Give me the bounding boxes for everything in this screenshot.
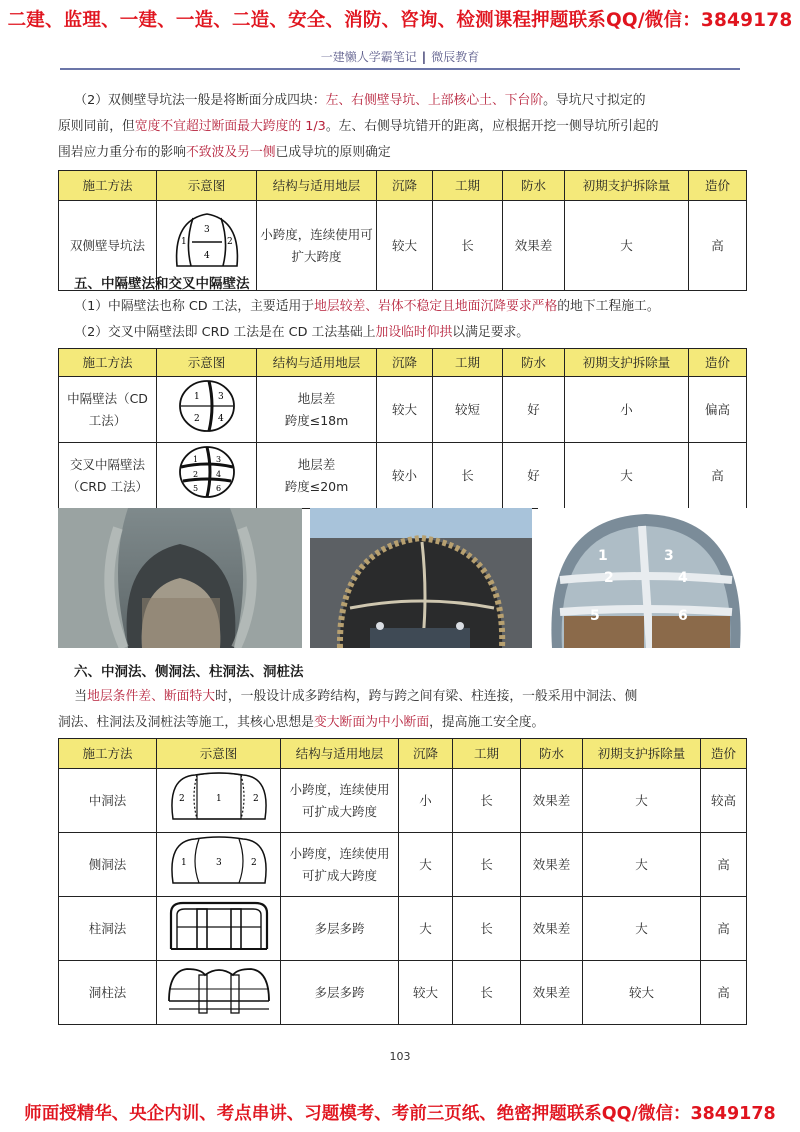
diagram-pile-hole <box>157 961 281 1025</box>
photo-strip <box>58 508 754 648</box>
svg-text:6: 6 <box>678 608 688 624</box>
svg-text:1: 1 <box>193 392 200 402</box>
table-row: 中隔壁法（CD工法） 1 2 3 4 地层差 跨度≤18m 较大 较短 好 小 偏高 <box>59 377 747 443</box>
tunnel-photo-cd <box>310 508 532 648</box>
table-row: 洞柱法 多层多跨 较大 长 效果差 较大 高 <box>59 961 747 1025</box>
header-rule <box>60 68 740 70</box>
svg-text:2: 2 <box>250 858 257 868</box>
svg-text:3: 3 <box>217 392 224 402</box>
svg-text:4: 4 <box>215 470 221 479</box>
diagram-column-hole <box>157 897 281 961</box>
svg-text:5: 5 <box>192 484 198 493</box>
table-multi-span <box>58 738 747 1025</box>
para-double-wall: （2）双侧壁导坑法一般是将断面分成四块：左、右侧壁导坑、上部核心土、下台阶。导坑尺寸拟定的 原则同前，但宽度不宜超过断面最大跨度的 1/3。左、右侧导坑错开的距离，应根据开挖一侧导坑所引起的 围岩应力重分布的影响不致波及另一侧已成导坑的原则确定 <box>58 93 659 160</box>
table-header-row: 施工方法 示意图 结构与适用地层 沉降 工期 防水 初期支护拆除量 造价 <box>59 171 747 201</box>
diagram-cd <box>157 377 257 443</box>
header-left: 一建懒人学霸笔记 <box>320 50 417 64</box>
table-row: 交叉中隔壁法（CRD 工法） 1 2 3 4 5 6 地层差 跨度≤20m 较小 长 好 大 高 <box>59 443 747 509</box>
para-section-6: 当地层条件差、断面特大时，一般设计成多跨结构，跨与跨之间有梁、柱连接，一般采用中洞法、侧 洞法、柱洞法及洞桩法等施工，其核心思想是变大断面为中小断面，提高施工安全度。 <box>58 689 638 730</box>
table-cd-crd <box>58 348 747 509</box>
svg-text:4: 4 <box>203 251 210 261</box>
svg-text:4: 4 <box>217 414 224 424</box>
page-header: 一建懒人学霸笔记 | 微辰教育 <box>320 50 480 64</box>
svg-text:2: 2 <box>193 414 200 424</box>
table-row: 双侧壁导坑法 1 2 3 4 小跨度，连续使用可扩大跨度 较大 长 效果差 大 高 <box>59 201 747 291</box>
svg-text:4: 4 <box>678 570 688 586</box>
svg-text:2: 2 <box>178 794 185 804</box>
para-section-5: （1）中隔壁法也称 CD 工法，主要适用于地层较差、岩体不稳定且地面沉降要求严格的地下工程施工。 （2）交叉中隔壁法即 CRD 工法是在 CD 工法基础上加设临时仰拱以满足要求。 <box>74 299 660 340</box>
bottom-ad-banner: 师面授精华、央企内训、考点串讲、习题模考、考前三页纸、绝密押题联系QQ/微信：3849178 <box>24 1104 776 1124</box>
table-header-row: 施工方法 示意图 结构与适用地层 沉降 工期 防水 初期支护拆除量 造价 <box>59 349 747 377</box>
svg-text:1: 1 <box>215 794 222 804</box>
diagram-crd <box>157 443 257 509</box>
diagram-side-hole <box>157 833 281 897</box>
svg-text:1: 1 <box>180 858 187 868</box>
svg-text:3: 3 <box>215 858 222 868</box>
tunnel-photo-crd <box>538 508 754 648</box>
svg-text:2: 2 <box>252 794 259 804</box>
section-5-title: 五、中隔壁法和交叉中隔壁法 <box>74 276 250 292</box>
table-row: 侧洞法 1 2 3 小跨度，连续使用可扩成大跨度 大 长 效果差 大 高 <box>59 833 747 897</box>
svg-text:2: 2 <box>226 237 233 247</box>
svg-text:3: 3 <box>664 548 674 564</box>
svg-text:5: 5 <box>590 608 600 624</box>
diagram-mid-hole <box>157 769 281 833</box>
svg-text:3: 3 <box>215 455 221 464</box>
table-header-row: 施工方法 示意图 结构与适用地层 沉降 工期 防水 初期支护拆除量 造价 <box>59 739 747 769</box>
header-right: 微辰教育 <box>431 50 480 64</box>
svg-text:6: 6 <box>215 484 221 493</box>
svg-text:3: 3 <box>203 225 210 235</box>
svg-text:1: 1 <box>598 548 608 564</box>
tunnel-photo-double-wall <box>58 508 302 648</box>
top-ad-banner: 二建、监理、一建、一造、二造、安全、消防、咨询、检测课程押题联系QQ/微信：3849178 <box>7 10 793 31</box>
svg-text:1: 1 <box>192 455 198 464</box>
svg-text:2: 2 <box>192 470 198 479</box>
section-6-title: 六、中洞法、侧洞法、柱洞法、洞桩法 <box>74 664 304 680</box>
table-row: 柱洞法 多层多跨 大 长 效果差 大 高 <box>59 897 747 961</box>
table-row: 中洞法 1 2 2 小跨度，连续使用可扩成大跨度 小 长 效果差 大 较高 <box>59 769 747 833</box>
page-number: 103 <box>389 1050 411 1063</box>
svg-text:2: 2 <box>604 570 614 586</box>
svg-text:1: 1 <box>180 237 187 247</box>
